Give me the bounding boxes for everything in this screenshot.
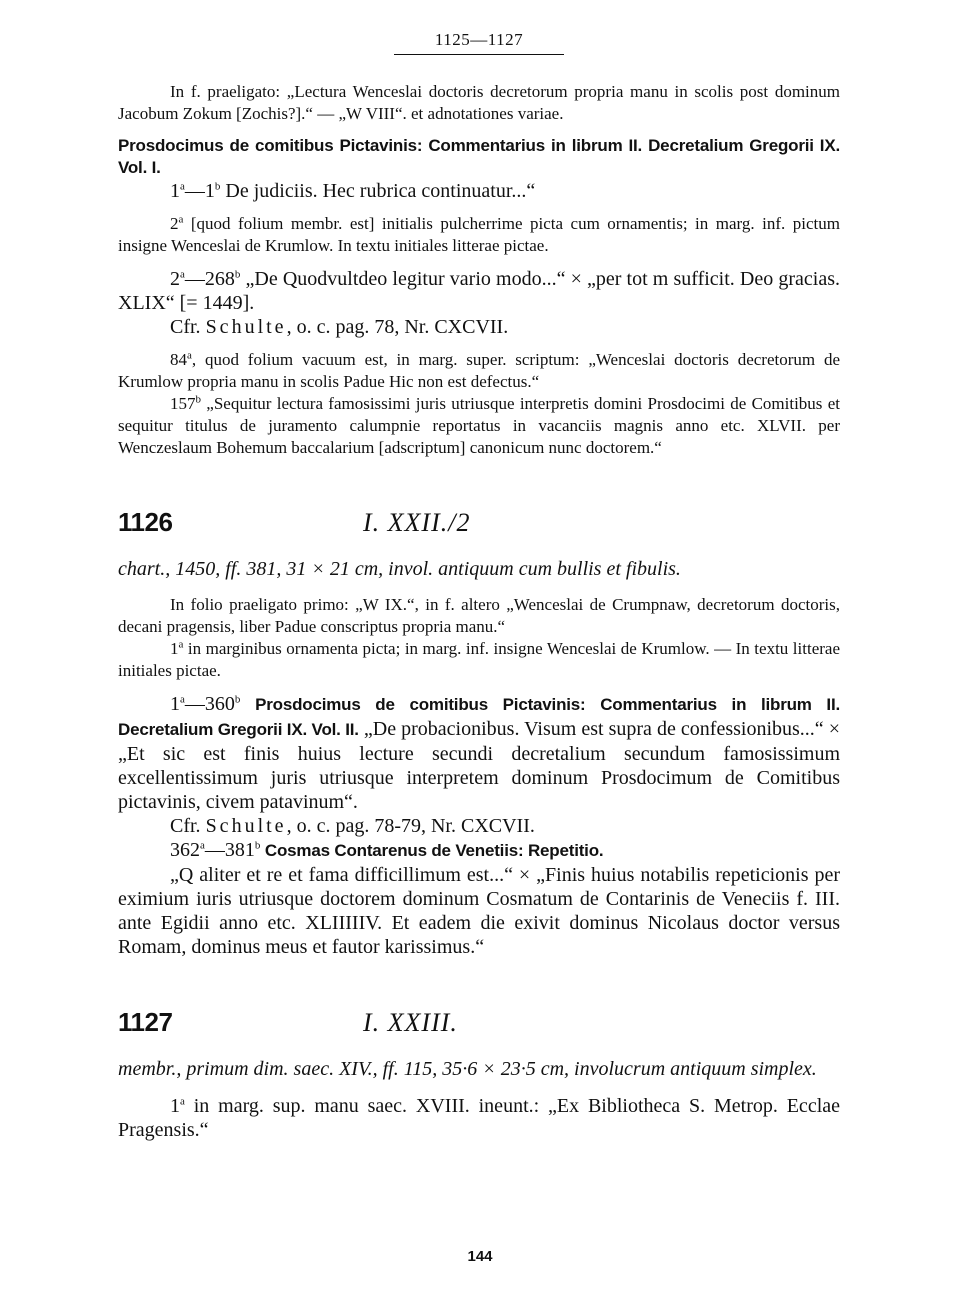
praeligato-note: In f. praeligato: „Lectura Wenceslai doctoris decretorum propria manu in scolis post dominum Jacobum Zokum [Zochis?].“ — „W VIII“. et adnotationes variae. bbox=[118, 82, 840, 123]
folio-line-2a: 2$^a$ [quod folium membr. est] initialis pulcherrime picta cum ornamentis; in marg. inf. pictum insigne Wenceslai de Krumlow. In textu initiales litterae pictae. bbox=[118, 213, 840, 255]
work-title-vol1: Prosdocimus de comitibus Pictavinis: Commentarius in librum II. Decretalium Gregorii IX. Vol. I. bbox=[118, 136, 840, 177]
running-head: 1125—1127 bbox=[434, 30, 524, 49]
physical-description: membr., primum dim. saec. XIV., ff. 115, 35·6 × 23·5 cm, involucrum antiquum simplex. bbox=[118, 1058, 817, 1080]
entry-1126-header bbox=[118, 507, 840, 538]
work-title-repetitio: Cosmas Contarenus de Venetiis: Repetitio. bbox=[260, 841, 604, 860]
shelfmark: I. XXII./2 bbox=[363, 508, 471, 537]
work-title-vol2: Prosdocimus de comitibus Pictavinis: Commentarius in librum II. Decretalium Gregorii IX. Vol. II. bbox=[118, 695, 840, 739]
folio-line-2a-268b: 2$^a$—268$^b$ „De Quodvultdeo legitur vario modo...“ × „per tot m sufficit. Deo gracias. XLIX“ [= 1449]. bbox=[118, 268, 840, 314]
physical-description: chart., 1450, ff. 381, 31 × 21 cm, invol. antiquum cum bullis et fibulis. bbox=[118, 558, 681, 580]
cfr-reference-1: Cfr. Schulte, o. c. pag. 78, Nr. CXCVII. bbox=[170, 316, 509, 338]
folio-line-1a-360b: 1$^a$—360$^b$ Prosdocimus de comitibus Pictavinis: Commentarius in librum II. Decretalium Gregorii IX. Vol. II. „De probacionibus. Visum est supra de confessionibus...“ × „Et sic est finis huius lecture secundi decretalium secundum famosissimum excellentissimum juris utriusque interpretem dominum Prosdocimum de Comitibus pictavinis, civem patavinum“. bbox=[118, 693, 840, 813]
folio-line-1a-1b: 1$^a$—1$^b$ De judiciis. Hec rubrica continuatur...“ bbox=[170, 180, 536, 202]
folio-line-1a: 1$^a$ in marg. sup. manu saec. XVIII. ineunt.: „Ex Bibliotheca S. Metrop. Ecclae Pragensis.“ bbox=[118, 1095, 840, 1141]
folio-line-84a: 84$^a$, quod folium vacuum est, in marg. super. scriptum: „Wenceslai doctoris decretorum de Krumlow propria manu in scolis Padue Hic non est defectus.“ bbox=[118, 349, 840, 391]
running-head-rule bbox=[394, 54, 564, 55]
entry-1127-header bbox=[118, 1007, 840, 1038]
page-number: 144 bbox=[467, 1248, 493, 1265]
cfr-reference-2: Cfr. Schulte, o. c. pag. 78-79, Nr. CXCVII. bbox=[170, 815, 535, 837]
page-body bbox=[118, 30, 840, 1142]
entry-number: 1127 bbox=[118, 1007, 173, 1037]
shelfmark: I. XXIII. bbox=[363, 1008, 458, 1037]
folio-line-157b: 157$^b$ „Sequitur lectura famosissimi juris utriusque interpretis domini Prosdocimi de Comitibus et sequitur titulus de juramento calumpnie reportatus in vacanciis magnis anno etc. XLVII. per Wenczeslaum Bohemum baccalarium [adscriptum] canonicum nunc doctorem.“ bbox=[118, 393, 840, 457]
folio-line-362a-381b: 362$^a$—381$^b$ Cosmas Contarenus de Venetiis: Repetitio. bbox=[170, 839, 604, 861]
folio-line-1a: 1$^a$ in marginibus ornamenta picta; in marg. inf. insigne Wenceslai de Krumlow. — In textu litterae initiales pictae. bbox=[118, 638, 840, 680]
incipit-explicit: „Q aliter et re et fama difficillimum est...“ × „Finis huius notabilis repeticionis per eximium iuris utriusque doctorem dominum Cosmatum de Contarinis de Veneciis f. III. ante Egidii anno etc. XLIIIIIV. Et eadem die exivit dominus Nicolaus doctor versus Romam, dominus meus et fautor karissimus.“ bbox=[118, 864, 840, 958]
praeligato-note: In folio praeligato primo: „W IX.“, in f. altero „Wenceslai de Crumpnaw, decretorum doctoris, decani pragensis, liber Padue conscriptus propria manu.“ bbox=[118, 595, 840, 636]
entry-number: 1126 bbox=[118, 507, 173, 537]
